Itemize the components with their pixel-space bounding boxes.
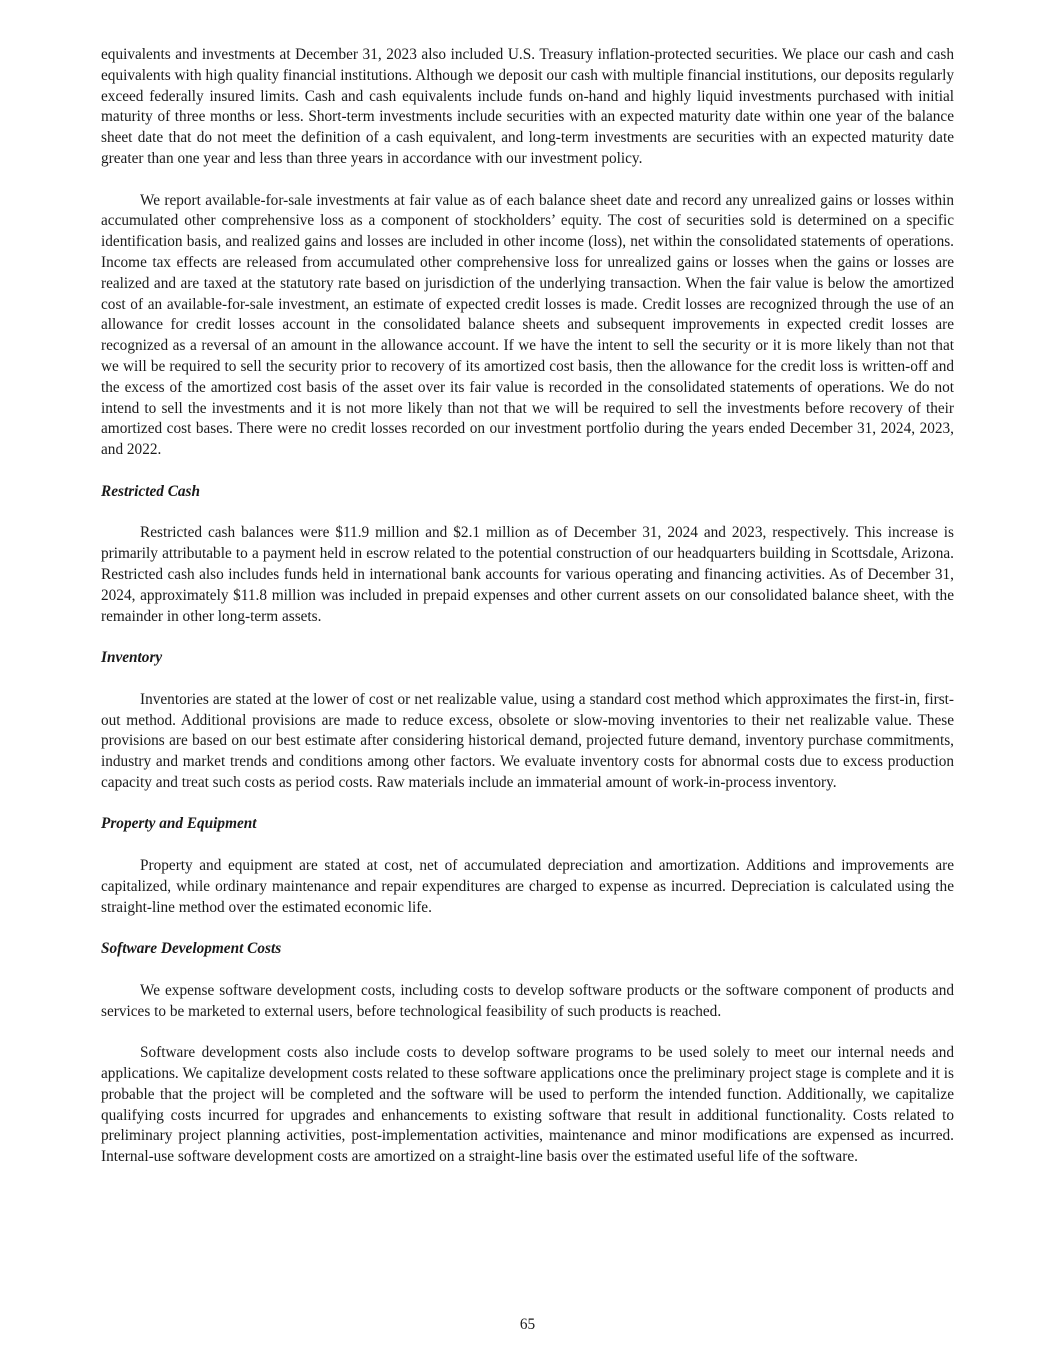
heading-property-equipment: Property and Equipment [101,815,257,833]
paragraph-cash-equivalents-continued: equivalents and investments at December 31, 2023 also included U.S. Treasury inflation-protected securities. We place our cash and cash equivalents with high quality financial institutions. Although we deposit our cash with multiple financial institutions, our deposits regularly exceed federally insured limits. Cash and cash equivalents include funds on-hand and highly liquid investments purchased with initial maturity of three months or less. Short-term investments include securities with an expected maturity date within one year of the balance sheet date that do not meet the definition of a cash equivalent, and long-term investments are securities with an expected maturity date greater than one year and less than three years in accordance with our investment policy. [101,46,954,167]
paragraph-inventory: Inventories are stated at the lower of cost or net realizable value, using a standard cost method which approximates the first-in, first-out method. Additional provisions are made to reduce excess, obsolete or slow-moving inventories to their net realizable value. These provisions are based on our best estimate after considering historical demand, projected future demand, inventory purchase commitments, industry and market trends and conditions among other factors. We evaluate inventory costs for abnormal costs due to excess production capacity and treat such costs as period costs. Raw materials include an immaterial amount of work-in-process inventory. [101,690,954,791]
paragraph-restricted-cash: Restricted cash balances were $11.9 million and $2.1 million as of December 31, 2024 and 2023, respectively. This increase is primarily attributable to a payment held in escrow related to the potential construction of our headquarters building in Scottsdale, Arizona. Restricted cash also includes funds held in international bank accounts for various operating and financing activities. As of December 31, 2024, approximately $11.8 million was included in prepaid expenses and other current assets on our consolidated balance sheet, with the remainder in other long-term assets. [101,524,954,625]
paragraph-available-for-sale: We report available-for-sale investments at fair value as of each balance sheet date and record any unrealized gains or losses within accumulated other comprehensive loss as a component of stockholders’ equity. The cost of securities sold is determined on a specific identification basis, and realized gains and losses are included in other income (loss), net within the consolidated statements of operations. Income tax effects are released from accumulated other comprehensive loss for unrealized gains or losses when the gains or losses are realized and are taxed at the statutory rate based on jurisdiction of the underlying transaction. When the fair value is below the amortized cost of an available-for-sale investment, an estimate of expected credit losses is made. Credit losses are recognized through the use of an allowance for credit losses account in the consolidated balance sheets and subsequent improvements in expected credit losses are recognized as a reversal of an amount in the allowance account. If we have the intent to sell the security or it is more likely than not that we will be required to sell the security prior to recovery of its amortized cost basis, then the allowance for the credit loss is written-off and the excess of the amortized cost basis of the asset over its fair value is recorded in the consolidated statements of operations. We do not intend to sell the investments and it is not more likely than not that we will be required to sell the investments before recovery of their amortized cost bases. There were no credit losses recorded on our investment portfolio during the years ended December 31, 2024, 2023, and 2022. [101,191,954,459]
paragraph-software-development-2: Software development costs also include costs to develop software programs to be used solely to meet our internal needs and applications. We capitalize development costs related to these software applications once the preliminary project stage is complete and it is probable that the project will be completed and the software will be used to perform the intended function. Additionally, we capitalize qualifying costs incurred for upgrades and enhancements to existing software that result in additional functionality. Costs related to preliminary project planning activities, post-implementation activities, maintenance and minor modifications are expensed as incurred. Internal-use software development costs are amortized on a straight-line basis over the estimated useful life of the software. [101,1044,954,1166]
heading-software-development-costs: Software Development Costs [101,940,282,958]
heading-restricted-cash: Restricted Cash [101,482,201,500]
paragraph-software-development-1: We expense software development costs, including costs to develop software products or the software component of products and services to be marketed to external users, before technological feasibility of such products is reached. [101,981,954,1020]
paragraph-property-equipment: Property and equipment are stated at cost, net of accumulated depreciation and amortization. Additions and improvements are capitalized, while ordinary maintenance and repair expenditures are charged to expense as incurred. Depreciation is calculated using the straight-line method over the estimated economic life. [101,857,954,916]
document-page [101,45,954,1168]
heading-inventory: Inventory [101,649,163,667]
page-number: 65 [519,1316,536,1333]
